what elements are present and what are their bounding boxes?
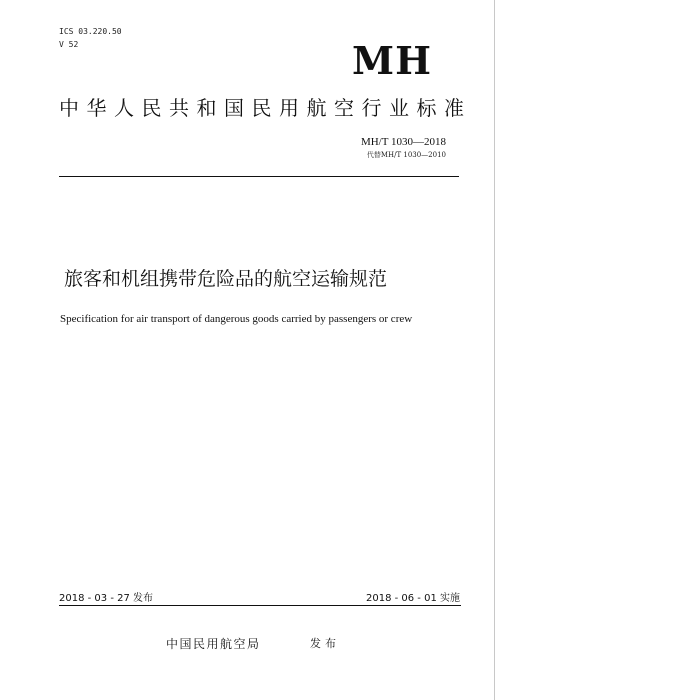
ics-code: ICS 03.220.50 [59, 27, 122, 36]
top-divider [59, 176, 459, 177]
replaces-standard: 代替MH/T 1030—2010 [366, 151, 446, 159]
standard-category: 中华人民共和国民用航空行业标准 [59, 96, 472, 120]
ccs-code: V 52 [59, 40, 79, 49]
bottom-divider [59, 605, 461, 606]
publisher: 中国民用航空局 [166, 637, 261, 651]
publish-label: 发布 [310, 637, 340, 650]
standard-number: MH/T 1030—2018 [360, 136, 446, 148]
document-title-english: Specification for air transport of dangerous goods carried by passengers or crew [60, 313, 413, 325]
mh-logo: MH [352, 38, 432, 83]
blank-pane [495, 0, 700, 700]
effective-date: 2018 - 06 - 01 实施 [365, 593, 460, 604]
classification-codes [59, 25, 122, 51]
issue-date: 2018 - 03 - 27 发布 [59, 593, 154, 604]
document-title-chinese: 旅客和机组携带危险品的航空运输规范 [64, 268, 388, 290]
